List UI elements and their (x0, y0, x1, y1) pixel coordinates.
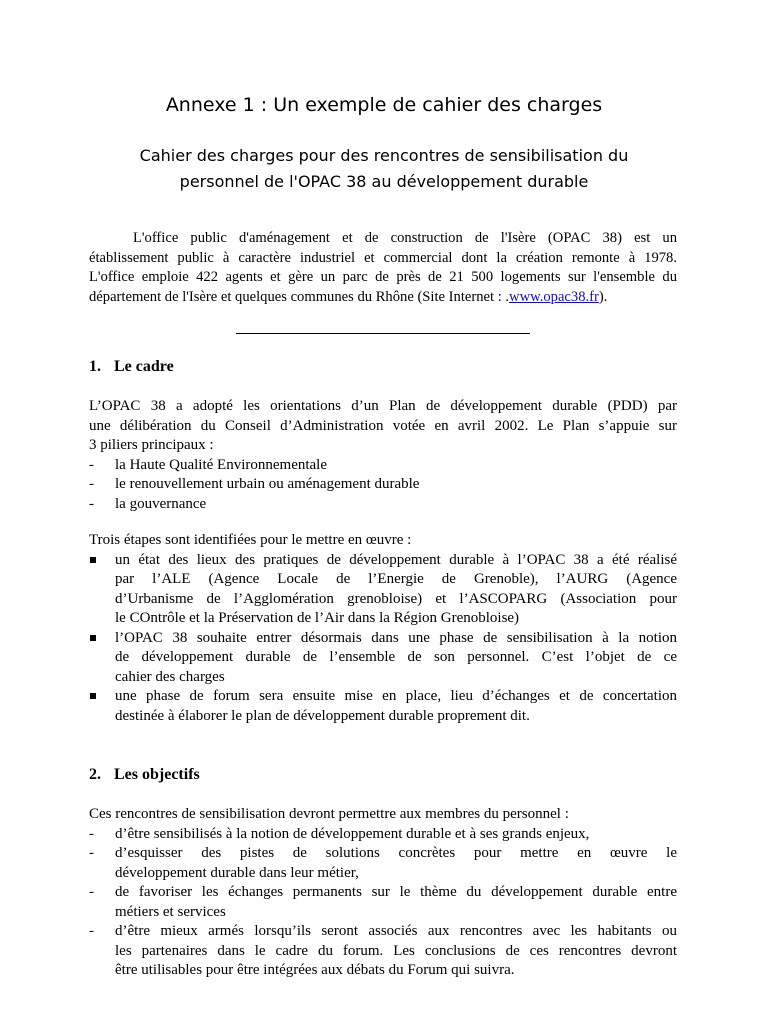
section-1-line-2: une délibération du Conseil d’Administration votée en avril 2002. Le Plan s’appuie sur (89, 417, 677, 434)
list-item: - le renouvellement urbain ou aménagement durable (89, 475, 677, 495)
list-item (89, 844, 677, 883)
objective-3-line-1: - de favoriser les échanges permanents sur le thème du développement durable entre (115, 884, 677, 900)
separator-line (236, 333, 530, 334)
steps-list (89, 551, 677, 727)
step-1-line-1: un état des lieux des pratiques de développement durable à l’OPAC 38 a été réalisé (115, 551, 677, 568)
section-1-line-1: L’OPAC 38 a adopté les orientations d’un Plan de développement durable (PDD) par (89, 398, 677, 414)
section-1-paragraph (89, 397, 677, 514)
subtitle-line-1: Cahier des charges pour des rencontres de sensibilisation du (139, 146, 629, 165)
section-1-number: 1. (89, 358, 101, 375)
section-1-heading (89, 358, 174, 376)
list-item (89, 629, 677, 688)
objective-2-line-1: - d’esquisser des pistes de solutions concrètes pour mettre en œuvre le (115, 845, 677, 861)
step-3-line-2: destinée à élaborer le plan de développement durable proprement dit. (115, 707, 530, 724)
section-2-title: Les objectifs (114, 766, 200, 783)
list-item (89, 687, 677, 726)
document-subtitle (0, 143, 768, 195)
intro-line-4-end: ). (598, 288, 608, 305)
section-2-number: 2. (89, 766, 101, 783)
intro-line-2: établissement public à caractère industriel et commercial dont la création remonte à 1978. (89, 249, 677, 266)
list-item (89, 883, 677, 922)
intro-line-1: L'office public d'aménagement et de construction de l'Isère (OPAC 38) est un (133, 230, 677, 246)
steps-intro: Trois étapes sont identifiées pour le mettre en œuvre : (89, 532, 412, 548)
step-1-line-4: le COntrôle et la Préservation de l’Air dans la Région Grenobloise) (115, 610, 520, 626)
objective-4-line-3: être utilisables pour être intégrées aux débats du Forum qui suivra. (115, 962, 515, 978)
annex-title: Annexe 1 : Un exemple de cahier des charges (165, 94, 603, 116)
pillars-list (89, 456, 677, 515)
section-1-steps (89, 531, 677, 726)
intro-line-4 (89, 288, 677, 308)
step-1-line-2: par l’ALE (Agence Locale de l’Energie de Grenoble), l’AURG (Agence (115, 571, 677, 587)
objective-1-line-1: - d’être sensibilisés à la notion de développement durable et à ses grands enjeux, (115, 825, 590, 842)
intro-line-4-text: département de l'Isère et quelques communes du Rhône (Site Internet : . (89, 288, 510, 305)
objective-4-line-2: les partenaires dans le cadre du forum. Les conclusions de ces rencontres devront (115, 942, 677, 959)
section-1-title: Le cadre (114, 358, 174, 375)
step-2-line-2: de développement durable de l’ensemble de son personnel. C’est l’objet de ce (115, 649, 677, 665)
step-2-line-3: cahier des charges (115, 668, 225, 685)
step-3-line-1: une phase de forum sera ensuite mise en place, lieu d’échanges et de concertation (115, 688, 677, 704)
list-item: - la Haute Qualité Environnementale (89, 456, 677, 476)
objectives-list (89, 825, 677, 981)
objectives-intro: Ces rencontres de sensibilisation devront permettre aux membres du personnel : (89, 806, 569, 822)
section-2-paragraph (89, 805, 677, 981)
list-item (89, 825, 677, 845)
list-item: - la gouvernance (89, 495, 677, 515)
website-link[interactable]: www.opac38.fr (509, 288, 599, 305)
intro-paragraph (89, 229, 677, 307)
section-2-heading (89, 766, 200, 784)
objective-2-line-2: développement durable dans leur métier, (115, 864, 359, 881)
list-item (89, 922, 677, 981)
step-1-line-3: d’Urbanisme de l’Agglomération grenobloise) et l’ASCOPARG (Association pour (115, 590, 677, 607)
objective-4-line-1: - d’être mieux armés lorsqu’ils seront associés aux rencontres avec les habitants ou (115, 923, 677, 939)
section-1-line-3: 3 piliers principaux : (89, 437, 214, 453)
step-2-line-1: l’OPAC 38 souhaite entrer désormais dans une phase de sensibilisation à la notion (115, 629, 677, 646)
subtitle-line-2: personnel de l'OPAC 38 au développement durable (179, 172, 589, 191)
intro-line-3: L'office emploie 422 agents et gère un parc de près de 21 500 logements sur l'ensemble du (89, 269, 677, 285)
objective-3-line-2: métiers et services (115, 903, 226, 920)
list-item (89, 551, 677, 629)
